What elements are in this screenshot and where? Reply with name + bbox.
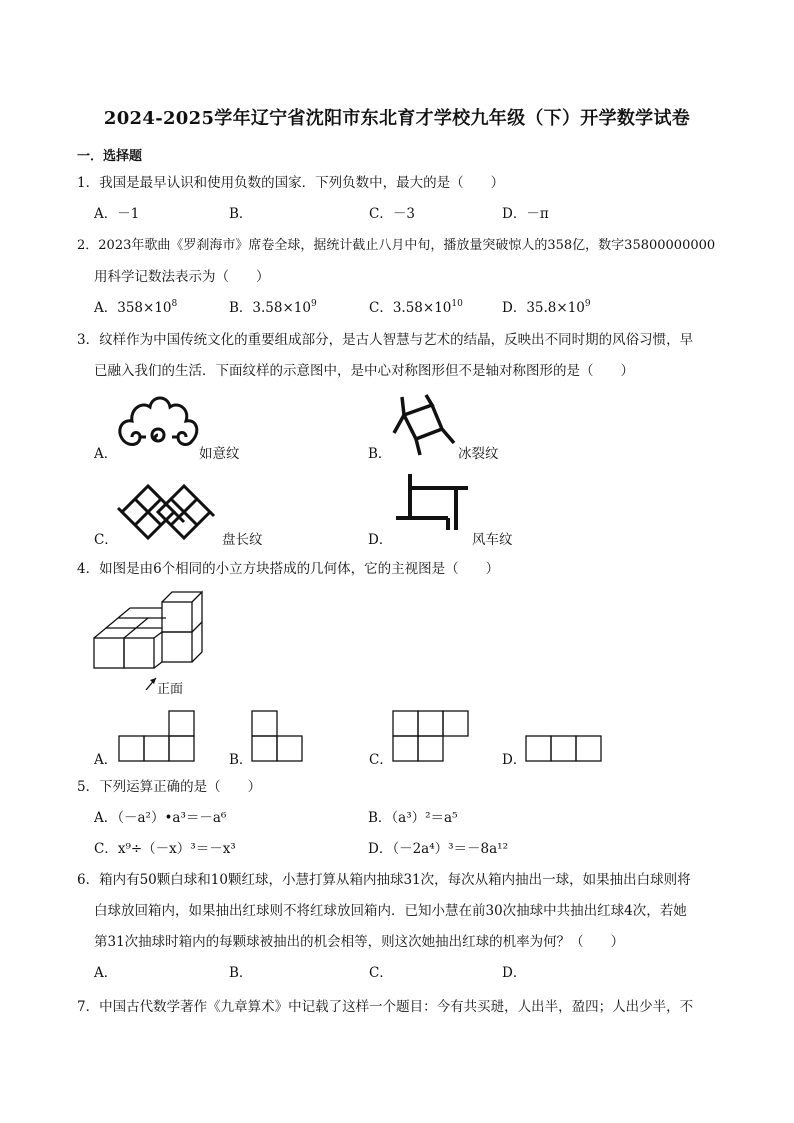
q6-option-d[interactable]: D． [502, 965, 527, 981]
q4-option-d-figure [525, 735, 603, 763]
panchang-knot-figure [118, 480, 214, 540]
q3-figure-d-caption: 风车纹 [472, 532, 513, 548]
q6-option-c[interactable]: C． [369, 965, 393, 981]
question-5-stem: 5．下列运算正确的是（ ） [77, 779, 262, 795]
q2-option-d-base: D．35.8×10 [502, 300, 585, 316]
q4-option-a[interactable]: A． [94, 752, 118, 768]
q2-option-a-base: A．358×10 [94, 300, 172, 316]
q1-option-b[interactable]: B． [229, 206, 253, 222]
q2-option-c[interactable] [369, 298, 463, 318]
q1-option-c[interactable]: C．－3 [369, 206, 415, 222]
question-3-line-2: 已融入我们的生活．下面纹样的示意图中，是中心对称图形但不是轴对称图形的是（ ） [94, 363, 634, 379]
q2-option-a[interactable] [94, 298, 177, 318]
front-view-label: 正面 [157, 682, 184, 697]
q4-option-b-figure [251, 710, 305, 762]
question-4-stem: 4．如图是由6个相同的小立方块搭成的几何体，它的主视图是（ ） [77, 561, 500, 577]
question-6-line-1: 6．箱内有50颗白球和10颗红球，小慧打算从箱内抽球31次，每次从箱内抽出一球，如果抽出白球则将 [77, 872, 691, 888]
q3-option-a[interactable]: A． [94, 446, 118, 462]
q2-option-a-exponent: 8 [171, 299, 178, 309]
question-2-line-1: 2．2023年歌曲《罗刹海市》席卷全球，据统计截止八月中旬，播放量突破惊人的358亿，数字35800000000 [77, 238, 716, 253]
ruyi-pattern-figure [118, 393, 198, 455]
question-6-line-2: 白球放回箱内，如果抽出红球则不将红球放回箱内．已知小慧在前30次抽球中共抽出红球4次，若她 [94, 903, 687, 919]
question-3-line-1: 3．纹样作为中国传统文化的重要组成部分，是古人智慧与艺术的结晶，反映出不同时期的风俗习惯，早 [77, 332, 694, 348]
q5-option-d[interactable]: D．（－2a⁴）³＝－8a¹² [368, 841, 508, 857]
q3-figure-b-caption: 冰裂纹 [458, 446, 499, 462]
q3-figure-c-caption: 盘长纹 [222, 532, 263, 548]
q5-option-b[interactable]: B．（a³）²＝a⁵ [368, 810, 458, 826]
cube-solid-figure [92, 590, 212, 700]
q1-option-d[interactable]: D．－π [502, 206, 549, 222]
q2-option-b-exponent: 9 [310, 299, 317, 309]
q1-option-a[interactable]: A．－1 [94, 206, 140, 222]
q4-option-a-figure [118, 710, 196, 762]
q2-option-c-exponent: 10 [451, 299, 463, 309]
q2-option-d-exponent: 9 [584, 299, 591, 309]
q6-option-b[interactable]: B． [229, 965, 253, 981]
q3-option-c[interactable]: C． [94, 532, 118, 548]
q2-option-d[interactable] [502, 298, 591, 318]
q2-option-c-base: C．3.58×10 [369, 300, 452, 316]
q4-option-b[interactable]: B． [229, 752, 253, 768]
q6-option-a[interactable]: A． [94, 965, 118, 981]
ice-crack-pattern-figure [394, 395, 454, 457]
q3-figure-a-caption: 如意纹 [199, 446, 240, 462]
q2-option-b-base: B．3.58×10 [229, 300, 311, 316]
windmill-pattern-figure [396, 474, 470, 530]
question-2-line-2: 用科学记数法表示为（ ） [94, 269, 270, 285]
q4-option-c[interactable]: C． [369, 752, 393, 768]
q2-option-b[interactable] [229, 298, 317, 318]
question-6-line-3: 第31次抽球时箱内的每颗球被抽出的机会相等，则这次她抽出红球的机率为何？（ ） [94, 934, 625, 950]
page-title: 2024-2025学年辽宁省沈阳市东北育才学校九年级（下）开学数学试卷 [103, 108, 691, 129]
section-heading: 一．选择题 [77, 149, 143, 164]
q4-option-d[interactable]: D． [502, 752, 527, 768]
q5-option-a[interactable]: A．（－a²）•a³＝－a⁶ [94, 810, 227, 826]
q5-option-c[interactable]: C．x⁹÷（－x）³＝－x³ [94, 841, 236, 857]
question-1-stem: 1．我国是最早认识和使用负数的国家．下列负数中，最大的是（ ） [77, 175, 505, 191]
q3-option-d[interactable]: D． [368, 532, 393, 548]
q4-option-c-figure [392, 710, 470, 762]
question-7-line-1: 7．中国古代数学著作《九章算术》中记载了这样一个题目：今有共买琎，人出半，盈四；人出少半，不 [77, 999, 694, 1015]
q3-option-b[interactable]: B． [368, 446, 392, 462]
